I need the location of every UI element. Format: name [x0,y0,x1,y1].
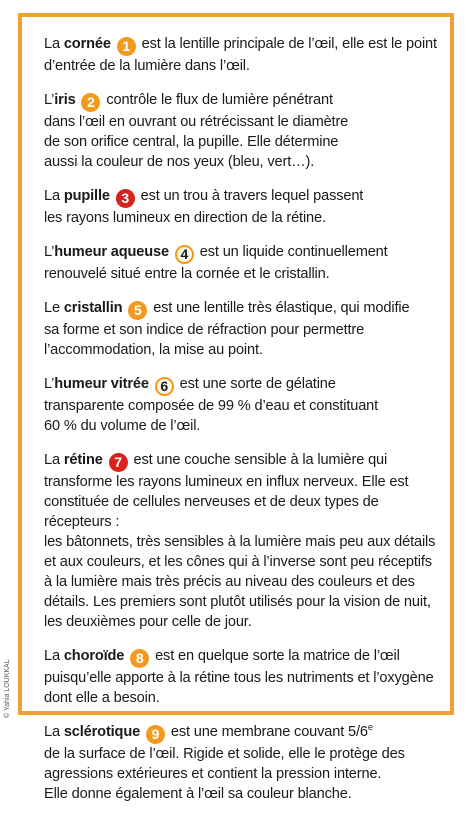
frame-left-border [18,13,22,715]
text-line: d’entrée de la lumière dans l’œil. [44,58,250,74]
text-line: les bâtonnets, très sensibles à la lumière mais peu aux détails [44,534,436,550]
term-sclera: sclérotique [63,724,141,740]
text-line: les rayons lumineux en direction de la rétine. [44,210,326,226]
paragraph-iris [44,90,442,172]
text-line: sa forme et son indice de réfraction pour permettre [44,322,365,338]
paragraph-choroid [44,646,442,708]
text-line: est une sorte de gélatine [179,376,336,392]
paragraph-retina [44,450,442,632]
text-line: 60 % du volume de l’œil. [44,418,201,434]
text-line: à la lumière mais très précis au niveau des couleurs et des [44,574,415,590]
paragraph-prefix: L’ [44,92,55,108]
paragraph-prefix: La [44,188,64,204]
eye-anatomy-text [44,34,442,818]
text-line: aussi la couleur de nos yeux (bleu, vert…). [44,154,315,170]
term-cornea: cornée [63,36,111,52]
text-line: est une lentille très élastique, qui modifie [153,300,410,316]
text-line: et aux couleurs, et les cônes qui à l’inverse sont peu réceptifs [44,554,432,570]
text-line: agressions extérieures et contient la pression interne. [44,766,382,782]
number-badge-4: 4 [175,245,194,264]
text-line: est un liquide continuellement [199,244,388,260]
term-choroid: choroïde [63,648,125,664]
text-line: contrôle le flux de lumière pénétrant [106,92,333,108]
paragraph-pupil [44,186,442,228]
text-line: détails. Les premiers sont plutôt utilisés pour la vision de nuit, [44,594,431,610]
paragraph-aqueous-humor [44,242,442,284]
paragraph-prefix: Le [44,300,64,316]
paragraph-prefix: La [44,36,64,52]
text-line: de la surface de l’œil. Rigide et solide, elle le protège des [44,746,405,762]
frame-top-border [18,13,454,17]
term-vitreous-humor: humeur vitrée [54,376,149,392]
paragraph-prefix: L’ [44,244,55,260]
text-line: dont elle a besoin. [44,690,160,706]
frame-right-border [450,13,454,715]
photo-credit: © Yahia LOUKKAL [4,659,11,718]
term-aqueous-humor: humeur aqueuse [54,244,169,260]
paragraph-prefix: La [44,452,64,468]
paragraph-lens [44,298,442,360]
text-line: constituée de cellules nerveuses et de deux types de récepteurs : [44,494,379,530]
paragraph-sclera [44,722,442,804]
term-iris: iris [54,92,76,108]
text-line: est un trou à travers lequel passent [140,188,364,204]
paragraph-prefix: La [44,648,64,664]
number-badge-9: 9 [146,725,165,744]
text-line: dans l’œil en ouvrant ou rétrécissant le diamètre [44,114,349,130]
text-line: est une couche sensible à la lumière qui [133,452,388,468]
number-badge-6: 6 [155,377,174,396]
superscript: e [367,722,373,733]
term-retina: rétine [63,452,103,468]
paragraph-prefix: La [44,724,64,740]
paragraph-cornea [44,34,442,76]
text-line: est en quelque sorte la matrice de l’œil [155,648,400,664]
number-badge-2: 2 [81,93,100,112]
text-line: les deuxièmes pour celle de jour. [44,614,252,630]
text-line: transparente composée de 99 % d’eau et constituant [44,398,379,414]
text-line: puisqu’elle apporte à la rétine tous les nutriments et l’oxygène [44,670,434,686]
number-badge-3: 3 [116,189,135,208]
term-lens: cristallin [63,300,123,316]
text-line: est une membrane couvant 5/6 [170,724,368,740]
number-badge-1: 1 [117,37,136,56]
paragraph-vitreous-humor [44,374,442,436]
term-pupil: pupille [63,188,110,204]
number-badge-8: 8 [130,649,149,668]
text-line: est la lentille principale de l’œil, elle est le point [141,36,437,52]
text-line: transforme les rayons lumineux en influx nerveux. Elle est [44,474,409,490]
text-line: de son orifice central, la pupille. Elle détermine [44,134,339,150]
text-line: l’accommodation, la mise au point. [44,342,263,358]
text-line: renouvelé situé entre la cornée et le cristallin. [44,266,330,282]
paragraph-prefix: L’ [44,376,55,392]
text-line: Elle donne également à l’œil sa couleur blanche. [44,786,352,802]
number-badge-5: 5 [128,301,147,320]
number-badge-7: 7 [109,453,128,472]
